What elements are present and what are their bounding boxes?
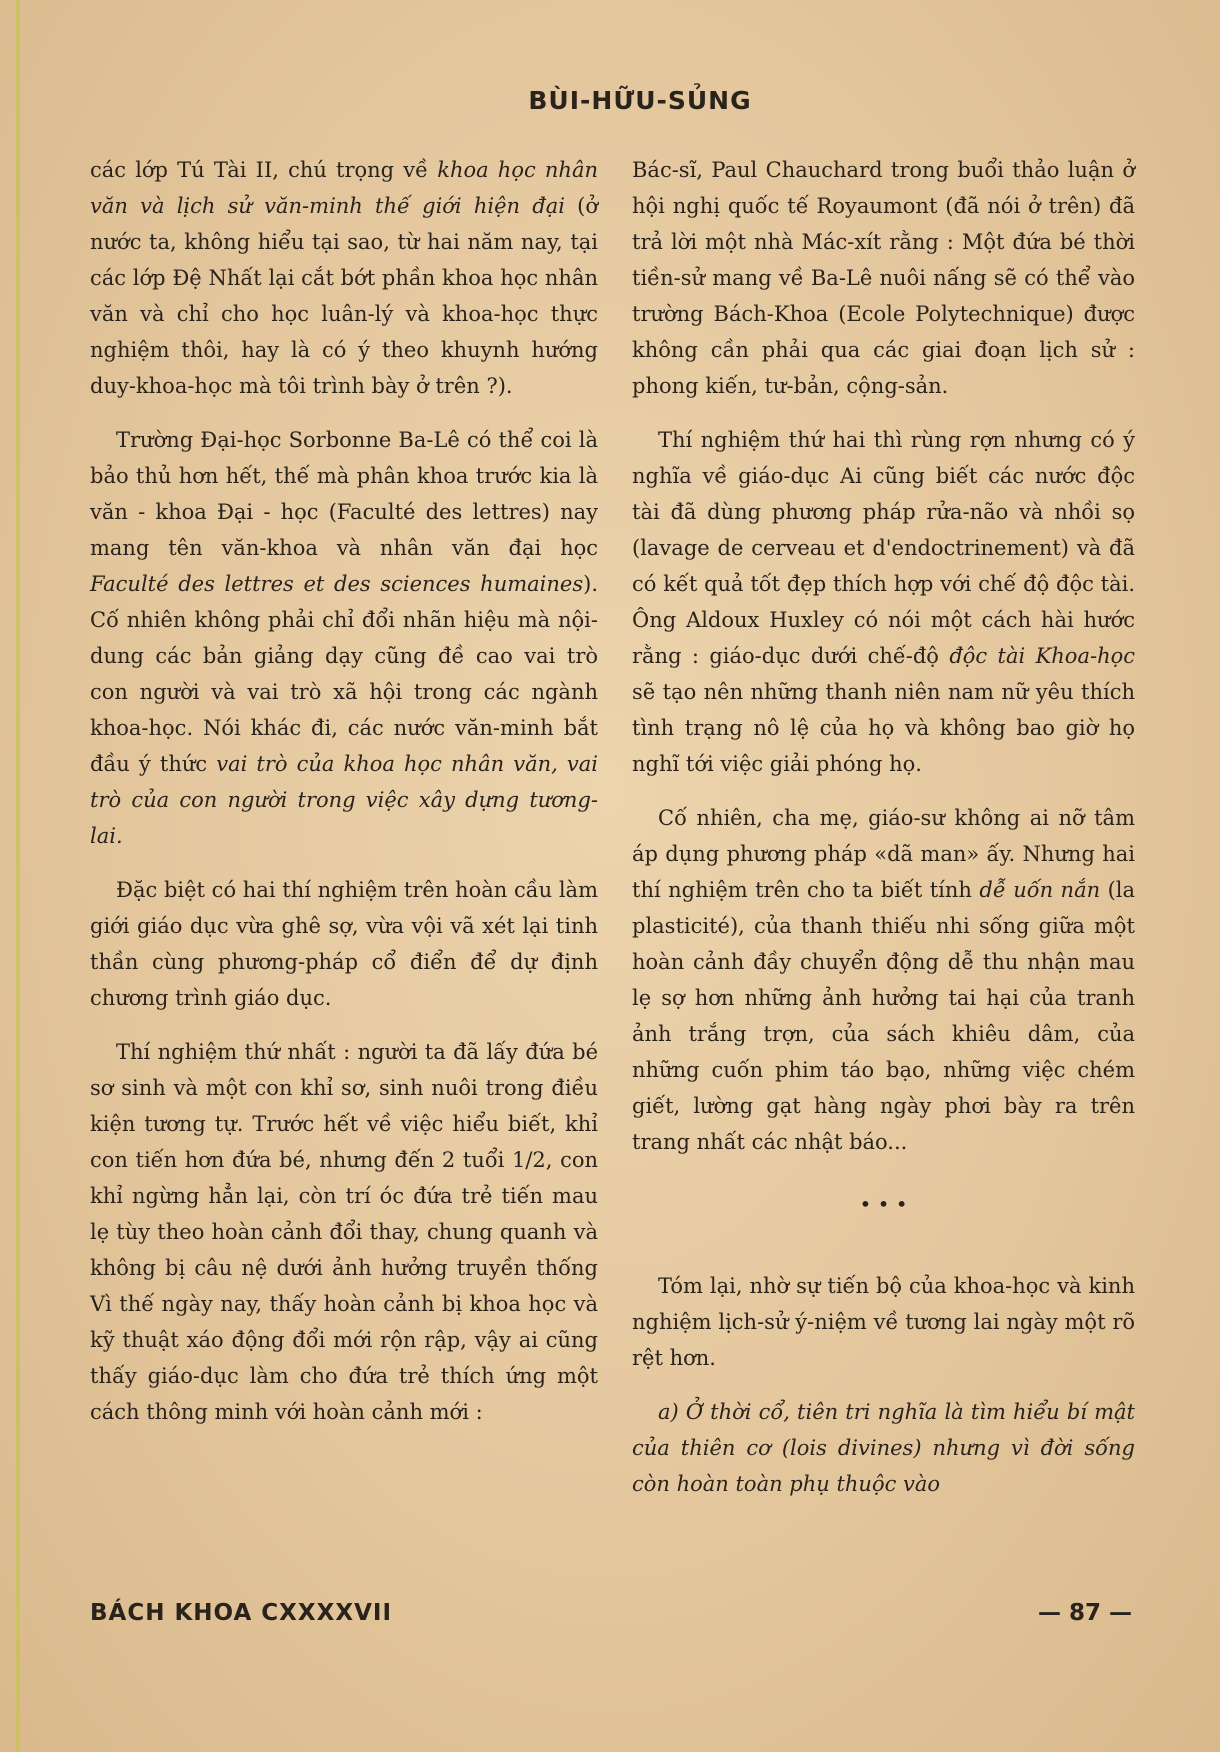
paragraph: Trường Đại-học Sorbonne Ba-Lê có thể coi là bảo thủ hơn hết, thế mà phân khoa trước kia là văn - khoa Đại - học (Faculté des lettres) nay mang tên văn-khoa và nhân văn đại học Faculté des lettres et des sciences humaines). Cố nhiên không phải chỉ đổi nhãn hiệu mà nội-dung các bản giảng dạy cũng đề cao vai trò con người và vai trò xã hội trong các ngành khoa-học. Nói khác đi, các nước văn-minh bắt đầu ý thức vai trò của khoa học nhân văn, vai trò của con người trong việc xây dựng tương-lai. (90, 428, 598, 848)
page-edge-stain (16, 0, 20, 1752)
right-column (632, 152, 1135, 1520)
magazine-issue: BÁCH KHOA CXXXXVII (90, 1600, 393, 1626)
running-header-author: BÙI-HỮU-SỦNG (528, 86, 752, 115)
paragraph: Thí nghiệm thứ nhất : người ta đã lấy đứa bé sơ sinh và một con khỉ sơ, sinh nuôi trong điều kiện tương tự. Trước hết về việc hiểu biết, khỉ con tiến hơn đứa bé, nhưng đến 2 tuổi 1/2, con khỉ ngừng hẳn lại, còn trí óc đứa trẻ tiến mau lẹ tùy theo hoàn cảnh đổi thay, chung quanh và không bị câu nệ dưới ảnh hưởng truyền thống Vì thế ngày nay, thấy hoàn cảnh bị khoa học và kỹ thuật xáo động đổi mới rộn rập, vậy ai cũng thấy giáo-dục làm cho đứa trẻ thích ứng một cách thông minh với hoàn cảnh mới : (90, 1040, 598, 1424)
section-separator: • • • (859, 1192, 908, 1216)
paragraph: Tóm lại, nhờ sự tiến bộ của khoa-học và kinh nghiệm lịch-sử ý-niệm về tương lai ngày một rõ rệt hơn. (632, 1274, 1135, 1370)
left-column (90, 152, 598, 1448)
paragraph: Đặc biệt có hai thí nghiệm trên hoàn cầu làm giới giáo dục vừa ghê sợ, vừa vội vã xét lại tinh thần cùng phương-pháp cổ điển để dự định chương trình giáo dục. (90, 878, 598, 1010)
paragraph: các lớp Tú Tài II, chú trọng về khoa học nhân văn và lịch sử văn-minh thế giới hiện đại (ở nước ta, không hiểu tại sao, từ hai năm nay, tại các lớp Đệ Nhất lại cắt bớt phần khoa học nhân văn và chỉ cho học luân-lý và khoa-học thực nghiệm thôi, hay là có ý theo khuynh hướng duy-khoa-học mà tôi trình bày ở trên ?). (90, 158, 598, 398)
paragraph: Cố nhiên, cha mẹ, giáo-sư không ai nỡ tâm áp dụng phương pháp «dã man» ấy. Nhưng hai thí nghiệm trên cho ta biết tính dễ uốn nắn (la plasticité), của thanh thiếu nhi sống giữa một hoàn cảnh đầy chuyển động dễ thu nhận mau lẹ sợ hơn những ảnh hưởng tai hại của tranh ảnh trắng trợn, của sách khiêu dâm, của những cuốn phim táo bạo, những việc chém giết, lường gạt hàng ngày phơi bày ra trên trang nhất các nhật báo... (632, 806, 1136, 1154)
paragraph: a) Ở thời cổ, tiên tri nghĩa là tìm hiểu bí mật của thiên cơ (lois divines) nhưng vì đời sống còn hoàn toàn phụ thuộc vào (632, 1400, 1135, 1496)
paragraph: Thí nghiệm thứ hai thì rùng rợn nhưng có ý nghĩa về giáo-dục Ai cũng biết các nước độc tài đã dùng phương pháp rửa-não và nhồi sọ (lavage de cerveau et d'endoctrinement) và đã có kết quả tốt đẹp thích hợp với chế độ độc tài. Ông Aldoux Huxley có nói một cách hài hước rằng : giáo-dục dưới chế-độ độc tài Khoa-học sẽ tạo nên những thanh niên nam nữ yêu thích tình trạng nô lệ của họ và không bao giờ họ nghĩ tới việc giải phóng họ. (632, 428, 1135, 776)
paragraph: Bác-sĩ, Paul Chauchard trong buổi thảo luận ở hội nghị quốc tế Royaumont (đã nói ở trên) đã trả lời một nhà Mác-xít rằng : Một đứa bé thời tiền-sử mang về Ba-Lê nuôi nấng sẽ có thể vào trường Bách-Khoa (Ecole Polytechnique) được không cần phải qua các giai đoạn lịch sử : phong kiến, tư-bản, cộng-sản. (632, 158, 1135, 398)
page-number: — 87 — (1038, 1600, 1133, 1626)
